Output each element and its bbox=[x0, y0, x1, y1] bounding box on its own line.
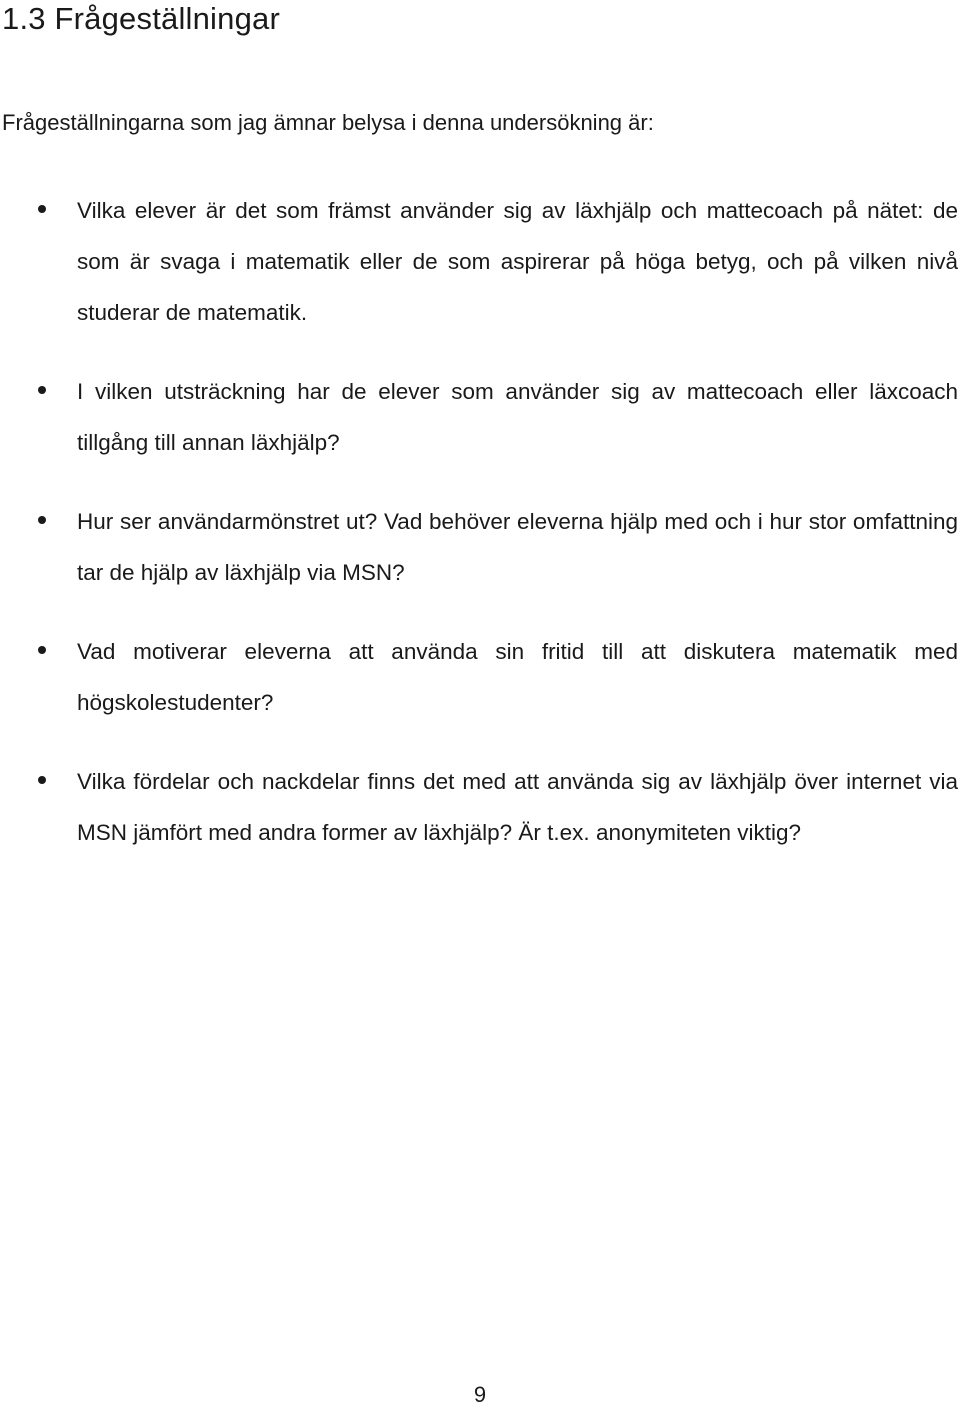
bullet-icon bbox=[38, 646, 46, 654]
question-text: Vilka elever är det som främst använder sig av läxhjälp och mattecoach på nätet: de som är svaga i matematik eller de som aspirerar på höga betyg, och på vilken nivå studerar de matematik. bbox=[77, 198, 958, 325]
question-list bbox=[0, 185, 958, 886]
list-item bbox=[0, 185, 958, 338]
list-item bbox=[0, 496, 958, 598]
bullet-icon bbox=[38, 776, 46, 784]
question-text: Vilka fördelar och nackdelar finns det med att använda sig av läxhjälp över internet via MSN jämfört med andra former av läxhjälp? Är t.ex. anonymiteten viktig? bbox=[77, 769, 958, 845]
list-item bbox=[0, 626, 958, 728]
intro-paragraph: Frågeställningarna som jag ämnar belysa i denna undersökning är: bbox=[2, 110, 654, 135]
bullet-icon bbox=[38, 205, 46, 213]
bullet-icon bbox=[38, 386, 46, 394]
question-text: Hur ser användarmönstret ut? Vad behöver eleverna hjälp med och i hur stor omfattning tar de hjälp av läxhjälp via MSN? bbox=[77, 509, 958, 585]
list-item bbox=[0, 366, 958, 468]
question-text: I vilken utsträckning har de elever som använder sig av mattecoach eller läxcoach tillgång till annan läxhjälp? bbox=[77, 379, 958, 455]
list-item bbox=[0, 756, 958, 858]
bullet-icon bbox=[38, 516, 46, 524]
question-text: Vad motiverar eleverna att använda sin fritid till att diskutera matematik med högskolestudenter? bbox=[77, 639, 958, 715]
section-heading: 1.3 Frågeställningar bbox=[2, 1, 280, 36]
page-number: 9 bbox=[473, 1382, 487, 1407]
